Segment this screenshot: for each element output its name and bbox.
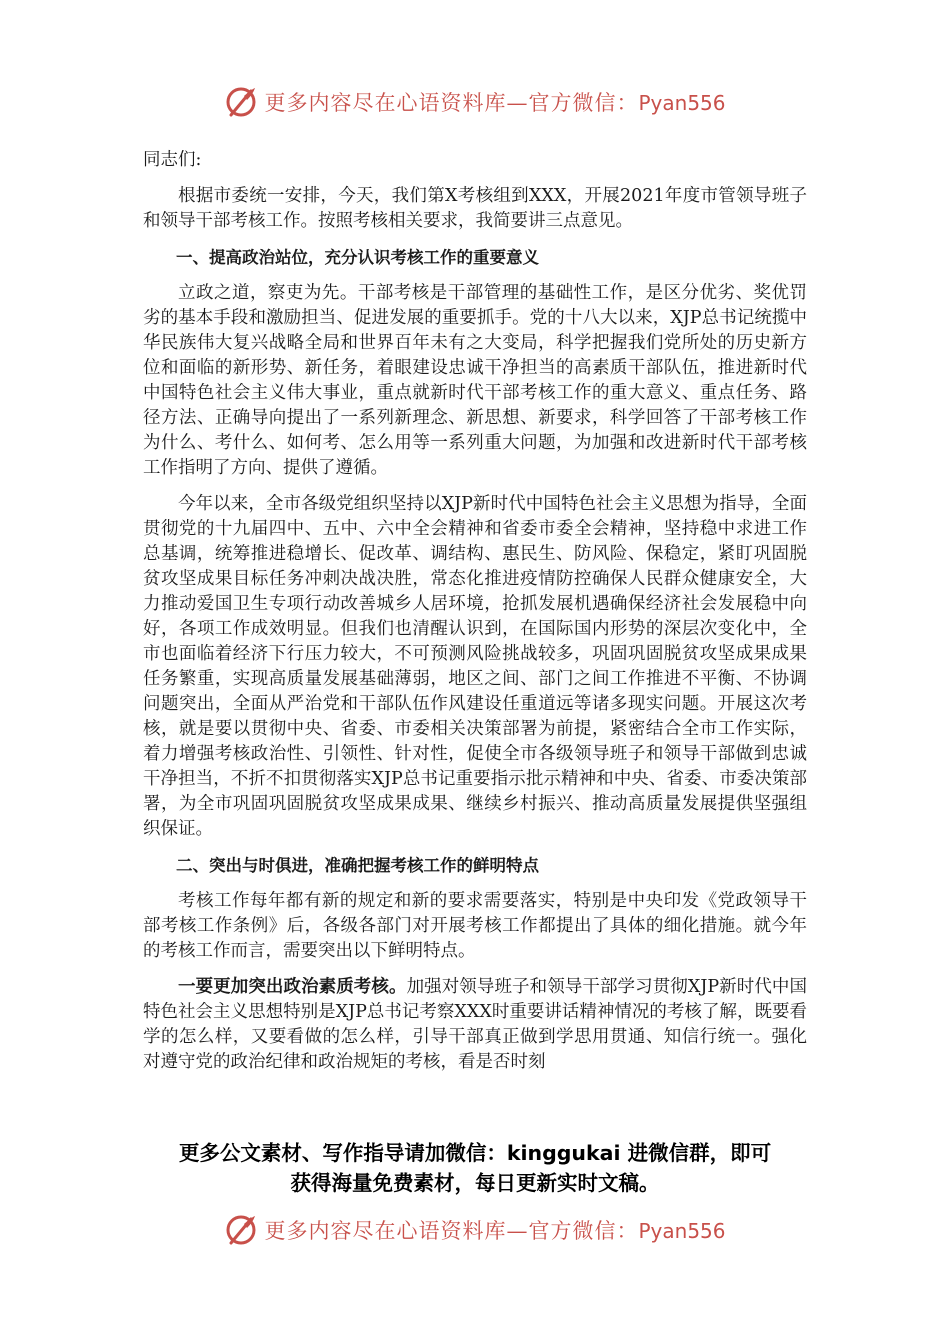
section-heading-2: 二、突出与时俱进，准确把握考核工作的鲜明特点 bbox=[176, 856, 539, 875]
paragraph-3: 考核工作每年都有新的规定和新的要求需要落实，特别是中央印发《党政领导干部考核工作条例》后，各级各部门对开展考核工作都提出了具体的细化措施。就今年的考核工作而言，需要突出以下鲜明特点。 bbox=[143, 891, 807, 961]
paragraph-4 bbox=[143, 975, 807, 1075]
quill-pen-circle-icon bbox=[224, 1213, 258, 1247]
intro-paragraph: 根据市委统一安排，今天，我们第X考核组到XXX，开展2021年度市管领导班子和领导干部考核工作。按照考核相关要求，我简要讲三点意见。 bbox=[143, 186, 807, 231]
header-banner bbox=[0, 82, 950, 122]
banner-wechat-id: Pyan556 bbox=[638, 91, 726, 115]
promo-line-1: 更多公文素材、写作指导请加微信：kinggukai 进微信群，即可 bbox=[178, 1141, 772, 1165]
paragraph-2: 今年以来，全市各级党组织坚持以XJP新时代中国特色社会主义思想为指导，全面贯彻党的十九届四中、五中、六中全会精神和省委市委全会精神，坚持稳中求进工作总基调，统筹推进稳增长、促改革、调结构、惠民生、防风险、保稳定，紧盯巩固脱贫攻坚成果目标任务冲刺决战决胜，常态化推进疫情防控确保人民群众健康安全，大力推动爱国卫生专项行动改善城乡人居环境，抢抓发展机遇确保经济社会发展稳中向好，各项工作成效明显。但我们也清醒认识到，在国际国内形势的深层次变化中，全市也面临着经济下行压力较大，不可预测风险挑战较多，巩固巩固脱贫攻坚成果成果任务繁重，实现高质量发展基础薄弱，地区之间、部门之间工作推进不平衡、不协调问题突出，全面从严治党和干部队伍作风建设任重道远等诸多现实问题。开展这次考核，就是要以贯彻中央、省委、市委相关决策部署为前提，紧密结合全市工作实际，着力增强考核政治性、引领性、针对性，促使全市各级领导班子和领导干部做到忠诚干净担当，不折不扣贯彻落实XJP总书记重要指示批示精神和中央、省委、市委决策部署，为全市巩固巩固脱贫攻坚成果成果、继续乡村振兴、推动高质量发展提供坚强组织保证。 bbox=[143, 494, 807, 839]
paragraph-4-lead: 一要更加突出政治素质考核。 bbox=[178, 977, 407, 997]
banner-text: 更多内容尽在心语资料库—官方微信：Pyan556 bbox=[264, 91, 726, 115]
banner-wechat-id: Pyan556 bbox=[638, 1219, 726, 1243]
section-heading-1: 一、提高政治站位，充分认识考核工作的重要意义 bbox=[176, 248, 539, 267]
quill-pen-circle-icon bbox=[224, 85, 258, 119]
greeting: 同志们: bbox=[143, 150, 202, 170]
paragraph-1: 立政之道，察吏为先。干部考核是干部管理的基础性工作，是区分优劣、奖优罚劣的基本手段和激励担当、促进发展的重要抓手。党的十八大以来，XJP总书记统揽中华民族伟大复兴战略全局和世界百年未有之大变局，科学把握我们党所处的历史新方位和面临的新形势、新任务，着眼建设忠诚干净担当的高素质干部队伍，推进新时代中国特色社会主义伟大事业，重点就新时代干部考核工作的重大意义、重点任务、路径方法、正确导向提出了一系列新理念、新思想、新要求，科学回答了干部考核工作为什么、考什么、如何考、怎么用等一系列重大问题，为加强和改进新时代干部考核工作指明了方向、提供了遵循。 bbox=[143, 283, 807, 478]
paragraph-4-body: 加强对领导班子和领导干部学习贯彻XJP新时代中国特色社会主义思想特别是XJP总书记考察XXX时重要讲话精神情况的考核了解，既要看学的怎么样，又要看做的怎么样，引导干部真正做到学思用贯通、知信行统一。强化对遵守党的政治纪律和政治规矩的考核，看是否时刻 bbox=[143, 977, 808, 1072]
footer-banner bbox=[0, 1210, 950, 1250]
promo-notice bbox=[0, 1138, 950, 1198]
banner-text: 更多内容尽在心语资料库—官方微信：Pyan556 bbox=[264, 1219, 726, 1243]
promo-line-2: 获得海量免费素材，每日更新实时文稿。 bbox=[290, 1171, 660, 1195]
document-body bbox=[143, 148, 807, 1086]
